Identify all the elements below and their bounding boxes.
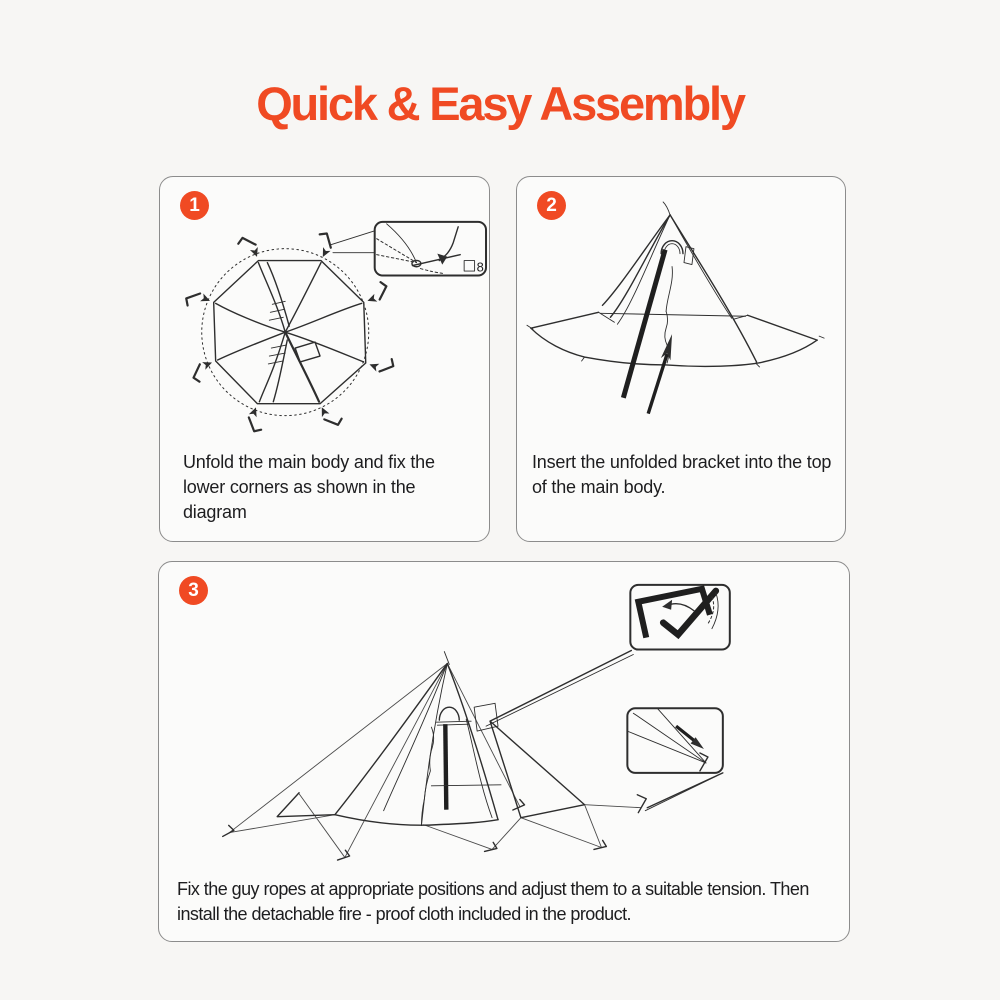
fireproof-cloth-inset — [630, 585, 729, 650]
step-number: 1 — [189, 194, 200, 216]
step-number-badge — [537, 191, 566, 220]
stake-count-label: 8 — [476, 259, 484, 275]
step-number: 3 — [188, 579, 199, 601]
center-pole — [445, 724, 446, 810]
vent-window — [295, 342, 320, 362]
stove-jack — [684, 247, 694, 265]
stake-detail-inset — [375, 222, 486, 276]
step-2-caption: Insert the unfolded bracket into the top of the main body. — [532, 452, 832, 497]
up-arrow-icon — [648, 354, 667, 414]
step-1-caption: Unfold the main body and fix the lower corners as shown in the diagram — [183, 452, 435, 522]
right-skirt-flap — [490, 721, 585, 817]
step-number-badge — [179, 576, 208, 605]
ground-skirt — [531, 312, 599, 328]
step-3-caption: Fix the guy ropes at appropriate positions and adjust them to a suitable tension. Then install the detachable fire - proof cloth included in the product. — [177, 879, 809, 924]
callout-line — [645, 776, 717, 811]
step-3-panel — [158, 561, 850, 942]
step-2-panel — [516, 176, 846, 542]
callout-line — [490, 651, 631, 722]
top-vent-dome — [439, 707, 459, 720]
step-1-panel — [159, 176, 490, 542]
octagon-tent-body — [214, 261, 366, 404]
teepee-tent-outline — [527, 202, 824, 367]
step-number: 2 — [546, 194, 557, 216]
pyramid-tent-outline — [277, 652, 584, 826]
step-number-badge — [180, 191, 209, 220]
callout-line — [486, 655, 633, 727]
rope-tensioner-inset — [627, 708, 722, 773]
left-skirt-flap — [277, 793, 335, 817]
fold-seams — [216, 263, 364, 402]
page-title: Quick & Easy Assembly — [256, 77, 744, 130]
callout-line — [331, 231, 375, 245]
stove-jack — [474, 703, 498, 731]
tensioner-stake-icon — [637, 795, 646, 813]
